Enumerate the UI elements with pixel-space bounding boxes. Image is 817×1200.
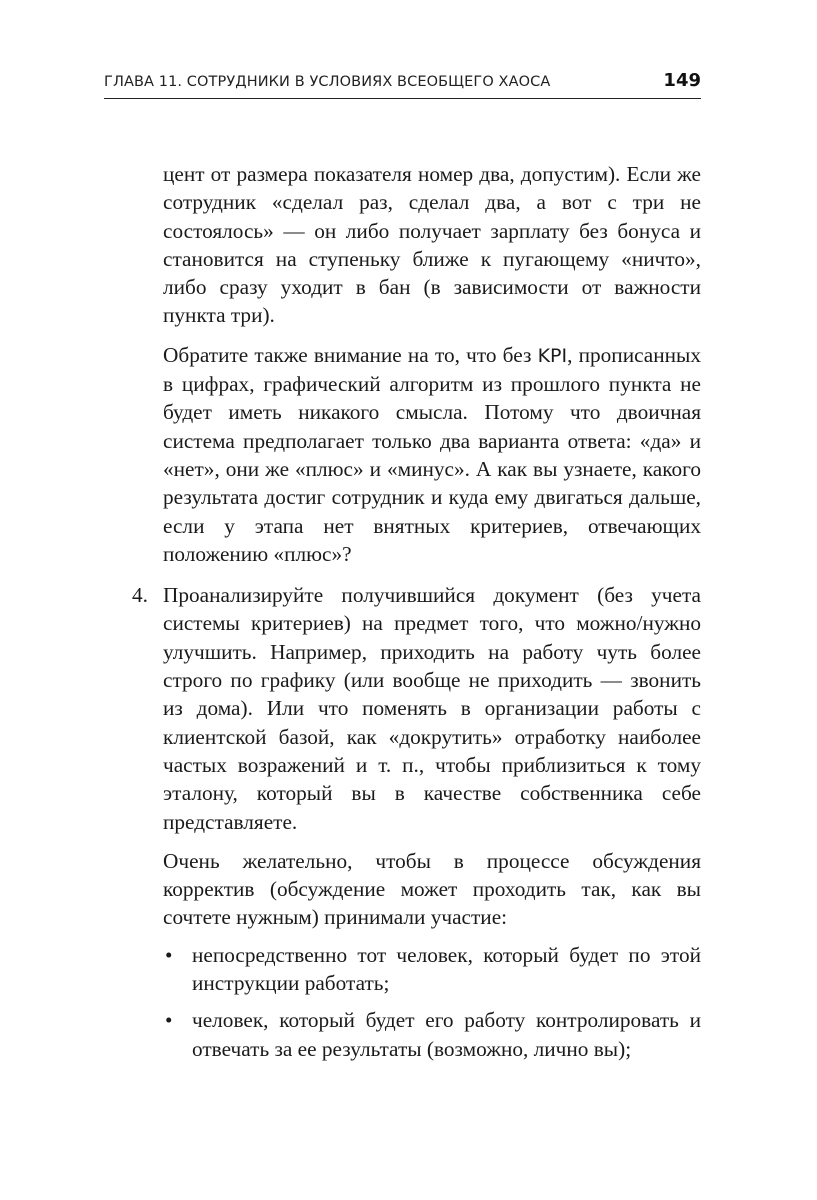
- paragraph-participants: Очень желательно, чтобы в процессе обсуждения корректив (обсуждение может проходить так, как вы сочтете нужным) принимали участие:: [163, 848, 701, 930]
- paragraph-continuation: цент от размера показателя номер два, допустим). Если же сотрудник «сделал раз, сделал два, а вот с три не состоялось» — он либо получает зарплату без бонуса и становится на ступеньку ближе к пугающему «ничто», либо сразу уходит в бан (в зависимости от важности пункта три).: [163, 162, 701, 328]
- list-number: 4.: [132, 583, 148, 608]
- bullet-item: [165, 941, 701, 998]
- page-body: [104, 160, 701, 1063]
- bullet-text: человек, который будет его работу контролировать и отвечать за ее результаты (возможно, лично вы);: [192, 1008, 701, 1061]
- paragraph-kpi-note-part2: , прописанных в цифрах, графический алгоритм из прошлого пункта не будет иметь никакого смысла. Потому что двоичная система предполагает только два варианта ответа: «да» и «нет», они же «плюс» и «минус». А как вы узнаете, какого результата достиг сотрудник и куда ему двигаться дальше, если у этапа нет внятных критериев, отвечающих положению «плюс»?: [163, 342, 702, 566]
- running-header: [104, 70, 701, 99]
- bullet-item: [165, 1006, 701, 1063]
- bullet-text: непосредственно тот человек, который будет по этой инструкции работать;: [192, 942, 701, 996]
- paragraph-kpi-note-part1: Обратите также внимание на то, что без: [163, 342, 538, 367]
- numbered-item-4: [132, 581, 701, 836]
- kpi-term: KPI: [537, 344, 568, 367]
- bullet-marker: •: [165, 942, 173, 967]
- numbered-item-text: Проанализируйте получившийся документ (без учета системы критериев) на предмет того, что можно/нужно улучшить. Например, приходить на работу чуть более строго по графику (или вообще не приходить — звонить из дома). Или что поменять в организации работы с клиентской базой, как «докрутить» отработку наиболее частых возражений и т. п., чтобы приблизиться к тому эталону, который вы в качестве собственника себе представляете.: [163, 583, 701, 834]
- chapter-title: ГЛАВА 11. СОТРУДНИКИ В УСЛОВИЯХ ВСЕОБЩЕГО ХАОСА: [104, 74, 551, 90]
- bullet-marker: •: [165, 1008, 173, 1033]
- paragraph-kpi-note: [163, 341, 701, 568]
- page-number: 149: [663, 70, 701, 91]
